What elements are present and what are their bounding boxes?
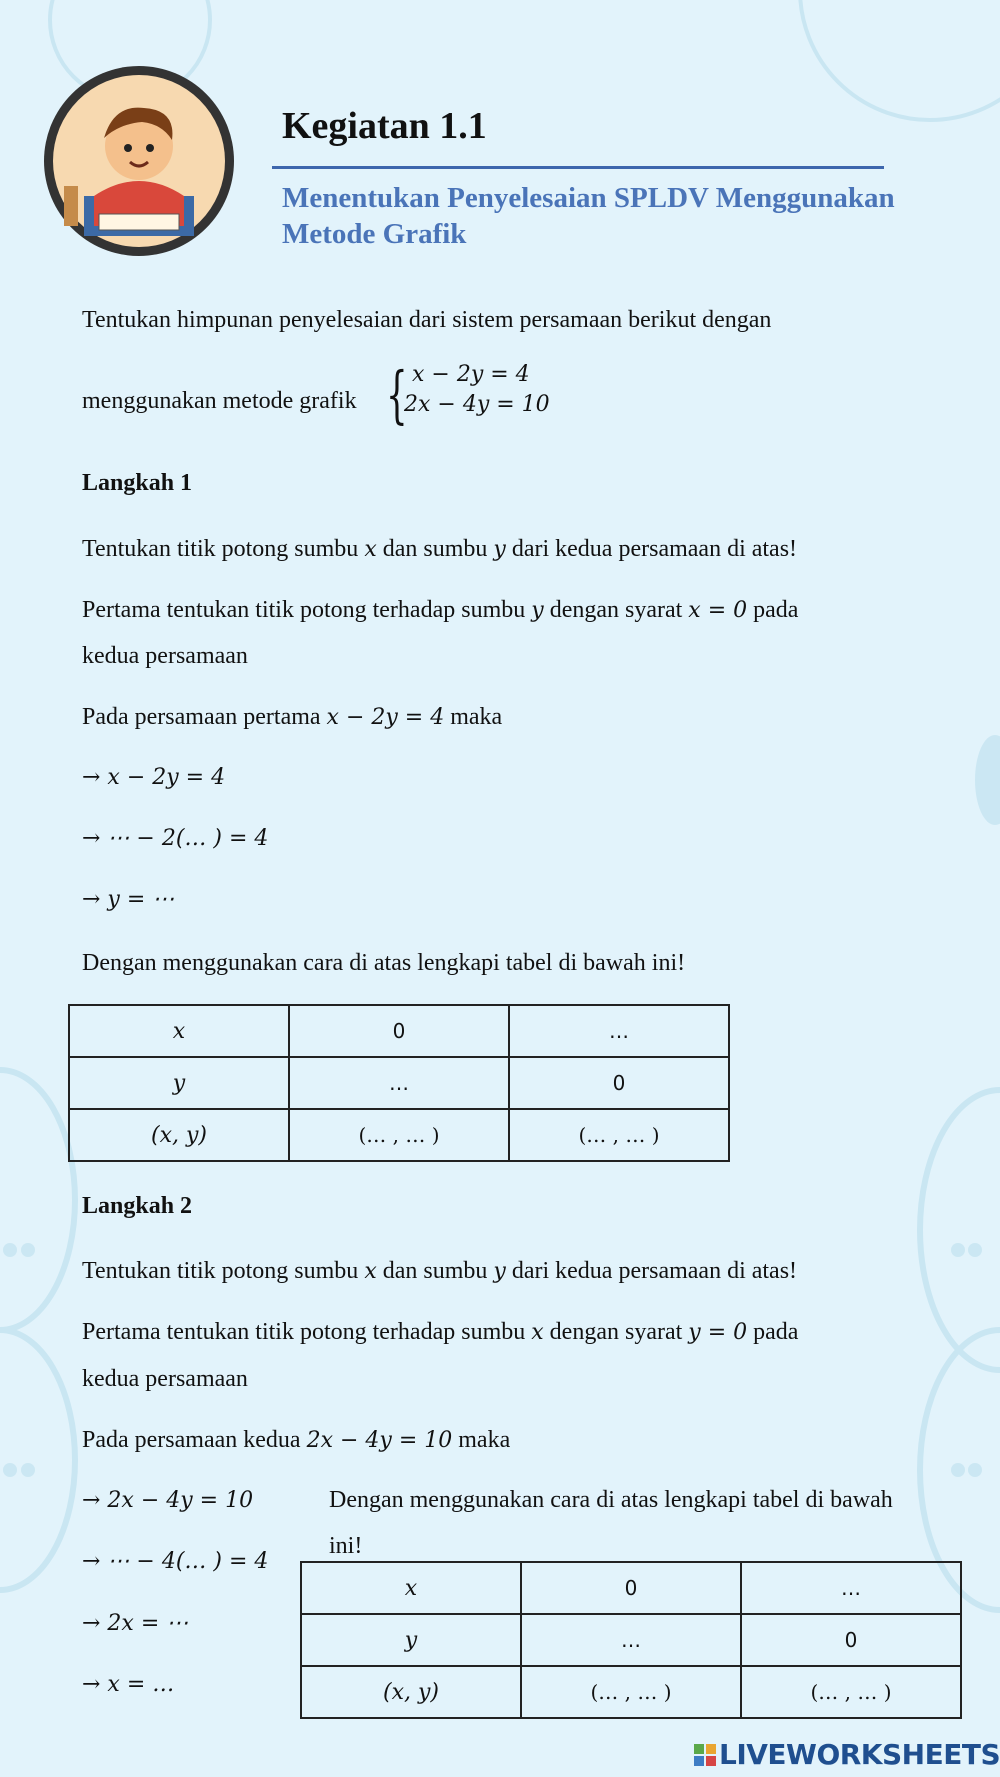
math-x: x: [364, 537, 377, 562]
logo-grid-icon: [694, 1744, 716, 1766]
logo-text: LIVEWORKSHEETS: [719, 1738, 1000, 1771]
step1-instruction: [82, 532, 797, 567]
step2-table: [300, 1561, 962, 1719]
text-segment: pada: [753, 597, 799, 623]
table-cell-input[interactable]: …: [289, 1057, 509, 1109]
text-segment: pada: [753, 1319, 799, 1345]
step1-equation-intro: [82, 700, 502, 735]
step2-arrow-3: → 2x = ⋯: [82, 1611, 189, 1636]
table-cell-input[interactable]: (… , … ): [509, 1109, 729, 1161]
text-segment: ini!: [329, 1533, 363, 1559]
step2-table-intro: [329, 1477, 893, 1569]
table-cell: 0: [741, 1614, 961, 1666]
step1-paragraph: [82, 593, 798, 628]
step1-table-intro: Dengan menggunakan cara di atas lengkapi tabel di bawah ini!: [82, 950, 686, 976]
table-cell: x: [301, 1562, 521, 1614]
table-cell-input[interactable]: (… , … ): [521, 1666, 741, 1718]
intro-line-2: menggunakan metode grafik: [82, 388, 357, 414]
text-segment: Tentukan titik potong sumbu: [82, 1258, 359, 1284]
table-cell-input[interactable]: (… , … ): [741, 1666, 961, 1718]
math-y: y: [493, 1259, 506, 1284]
table-cell: x: [69, 1005, 289, 1057]
table-cell: y: [301, 1614, 521, 1666]
text-segment: Pertama tentukan titik potong terhadap sumbu: [82, 1319, 526, 1345]
equation-2: 2x − 4y = 10: [404, 392, 550, 417]
text-segment: dengan syarat: [549, 1319, 683, 1345]
text-segment: Tentukan titik potong sumbu: [82, 536, 359, 562]
table-cell: 0: [509, 1057, 729, 1109]
text-segment: dari kedua persamaan di atas!: [511, 536, 798, 562]
text-segment: dengan syarat: [549, 597, 683, 623]
table-row: [69, 1005, 729, 1057]
table-cell-input[interactable]: …: [509, 1005, 729, 1057]
math-condition: y = 0: [688, 1320, 748, 1345]
table-row: [301, 1666, 961, 1718]
equation-1: x − 2y = 4: [412, 362, 530, 387]
math-equation: x − 2y = 4: [326, 705, 445, 730]
step1-arrow-3: → y = ⋯: [82, 887, 175, 912]
table-cell: (x, y): [301, 1666, 521, 1718]
system-brace: {: [386, 358, 408, 431]
text-segment: dan sumbu: [382, 536, 488, 562]
page-title: Kegiatan 1.1: [282, 105, 487, 147]
step2-instruction: [82, 1254, 797, 1289]
page-subtitle: Menentukan Penyelesaian SPLDV Menggunakan Metode Grafik: [282, 182, 895, 250]
table-cell: 0: [521, 1562, 741, 1614]
step2-equation-intro: [82, 1423, 510, 1458]
math-condition: x = 0: [688, 598, 748, 623]
table-cell-input[interactable]: …: [741, 1562, 961, 1614]
table-cell: y: [69, 1057, 289, 1109]
math-y: y: [493, 537, 506, 562]
text-segment: dari kedua persamaan di atas!: [511, 1258, 798, 1284]
table-cell: (x, y): [69, 1109, 289, 1161]
table-cell: 0: [289, 1005, 509, 1057]
math-axis: y: [531, 598, 544, 623]
liveworksheets-logo[interactable]: [694, 1738, 1000, 1771]
step2-arrow-2: → ⋯ − 4(… ) = 4: [82, 1549, 269, 1574]
table-cell-input[interactable]: (… , … ): [289, 1109, 509, 1161]
table-cell-input[interactable]: …: [521, 1614, 741, 1666]
math-axis: x: [531, 1320, 544, 1345]
step2-heading: Langkah 2: [82, 1193, 193, 1219]
step2-arrow-1: → 2x − 4y = 10: [82, 1488, 254, 1513]
math-equation: 2x − 4y = 10: [306, 1428, 453, 1453]
text-segment: maka: [458, 1427, 511, 1453]
title-divider: [272, 166, 884, 169]
table-row: [69, 1057, 729, 1109]
text-segment: maka: [450, 704, 503, 730]
table-row: [301, 1614, 961, 1666]
table-row: [69, 1109, 729, 1161]
text-segment: Pertama tentukan titik potong terhadap sumbu: [82, 597, 526, 623]
step1-paragraph-line2: kedua persamaan: [82, 643, 248, 669]
text-segment: Dengan menggunakan cara di atas lengkapi tabel di bawah: [329, 1487, 893, 1513]
step1-table: [68, 1004, 730, 1162]
step2-paragraph: [82, 1315, 798, 1350]
student-illustration: [44, 66, 234, 256]
math-x: x: [364, 1259, 377, 1284]
step2-paragraph-line2: kedua persamaan: [82, 1366, 248, 1392]
text-segment: Pada persamaan kedua: [82, 1427, 301, 1453]
intro-line-1: Tentukan himpunan penyelesaian dari sistem persamaan berikut dengan: [82, 307, 772, 333]
step1-arrow-2: → ⋯ − 2(… ) = 4: [82, 826, 269, 851]
text-segment: dan sumbu: [382, 1258, 488, 1284]
table-row: [301, 1562, 961, 1614]
text-segment: Pada persamaan pertama: [82, 704, 321, 730]
step1-arrow-1: → x − 2y = 4: [82, 765, 226, 790]
step2-arrow-4: → x = …: [82, 1672, 175, 1697]
step1-heading: Langkah 1: [82, 470, 193, 496]
